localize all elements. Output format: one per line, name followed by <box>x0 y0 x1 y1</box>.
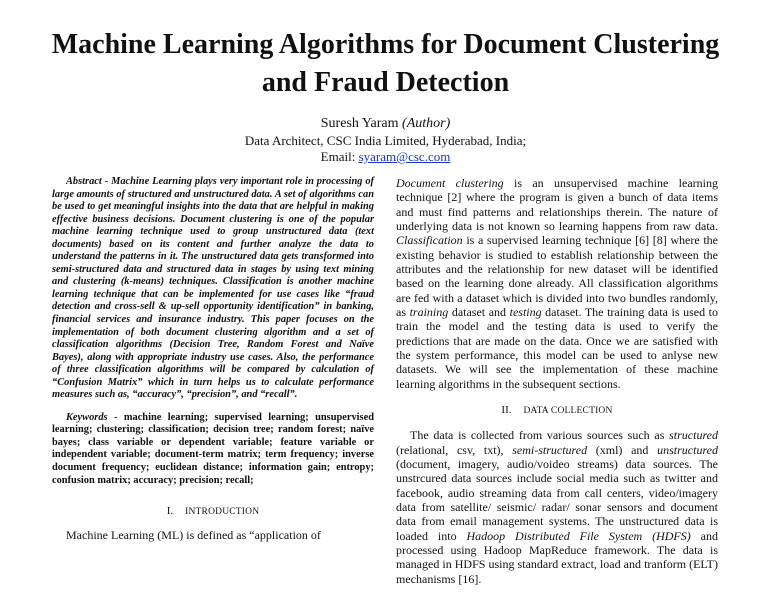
term-unstructured: unstructured <box>657 442 718 457</box>
intro-paragraph: Machine Learning (ML) is defined as “application of <box>66 528 321 543</box>
paragraph-text: is an unsupervised machine learning technique [2] where the program is given a bunch of data items and must find patterns and relationships therein. The nature of underlying data is not known so learning happens from raw data. <box>396 176 718 234</box>
term-testing: testing <box>509 305 542 320</box>
author-line <box>0 115 771 132</box>
right-column <box>396 176 718 586</box>
paragraph-text: dataset and <box>448 305 510 320</box>
email-link[interactable]: syaram@csc.com <box>358 149 451 164</box>
paragraph-text: dataset. The training data is used to train the model and the testing data is used to verify the predictions that are made on the data. Once we are satisfied with the system performance, this model can be used to anlyse new datasets. We will see the implementation of these machine learning algorithms in the subsequent sections. <box>396 305 718 391</box>
section-heading-data-collection <box>396 403 718 418</box>
keywords <box>52 412 374 487</box>
term-document-clustering: Document clustering <box>396 176 504 190</box>
paragraph-text: and processed using Hadoop MapReduce framework. The data is managed in HDFS using standard extract, load and tranform (ELT) mechanisms [16]. <box>396 528 719 586</box>
term-structured: structured <box>669 428 718 443</box>
keywords-label: Keywords <box>66 411 108 423</box>
paragraph-text: (relational, csv, txt), <box>396 442 513 457</box>
paragraph-text: (document, imagery, audio/voideo streams) data sources. The unstrcured data sources include social media such as twitter and facebook, audio streaming data from call centers, video/imagery data from satellite/ seismic/ radar/ sonar sensors and document data from email management systems. The unstructured data is loaded into <box>396 456 718 543</box>
abstract: Abstract - Machine Learning plays very important role in processing of large amounts of structured and unstructured data. A set of algorithms can be used to get meaningful insights into the data that are helpful in making effective business decisions. Document clustering is one of the popular machine learning technique used to group unstructured data (text documents) based on its content and further analyze the data to understand the patterns in it. The unstructured data gets transformed into semi-structured data and structured data in stages by using text mining and clustering (k-means) techniques. Classification is another machine learning technique that can be implemented for use cases like “fraud detection and cross-sell & up-sell opportunity identification” in banking, financial services and insurance industry. This paper focuses on the implementation of both document clustering algorithm and a set of classification algorithms (Decision Tree, Random Forest and Naïve Bayes), along with appropriate industry use cases. Also, the performance of three classification algorithms will be compared by calculation of “Confusion Matrix” which in turn helps us to calculate performance measures such as, “accuracy”, “precision”, and “recall”. <box>52 176 374 401</box>
data-collection-paragraph <box>396 428 718 586</box>
section-number: II. <box>501 404 512 417</box>
term-hdfs: Hadoop Distributed File System (HDFS) <box>466 528 691 543</box>
term-classification: Classification <box>396 233 463 248</box>
author-name: Suresh Yaram <box>320 116 399 131</box>
term-semi-structured: semi-structured <box>512 442 588 457</box>
term-training: training <box>409 305 449 320</box>
email-label: Email: <box>320 149 356 164</box>
section-number: I. <box>166 505 174 518</box>
section-title: DATA COLLECTION <box>523 406 613 417</box>
section-title: INTRODUCTION <box>185 507 260 518</box>
author-email-line <box>0 148 771 165</box>
section-heading-introduction <box>52 504 374 519</box>
keywords-text: - machine learning; supervised learning; unsupervised learning; clustering; classification; decision tree; random forest; naïve bayes; class variable or dependent variable; feature variable or independent variable; document-term matrix; term frequency; inverse document frequency; euclidean distance; information gain; entropy; confusion matrix; accuracy; precision; recall; <box>52 411 374 486</box>
paper-title: Machine Learning Algorithms for Document Clustering and Fraud Detection <box>51 29 720 98</box>
left-column <box>52 176 374 542</box>
paragraph-text: The data is collected from various sources such as <box>410 428 670 443</box>
clustering-paragraph <box>396 176 718 391</box>
author-affiliation: Data Architect, CSC India Limited, Hyderabad, India; <box>244 133 527 148</box>
paragraph-text: is a supervised learning technique [6] [8] where the existing behavior is studied to establish relationship between the attributes and the relationship for new dataset will be identified based on the learning done already. All classification algorithms are fed with a dataset which is divided into two bundles randomly, as <box>396 233 718 320</box>
author-role: (Author) <box>402 116 451 131</box>
paragraph-text: (xml) and <box>587 442 658 457</box>
